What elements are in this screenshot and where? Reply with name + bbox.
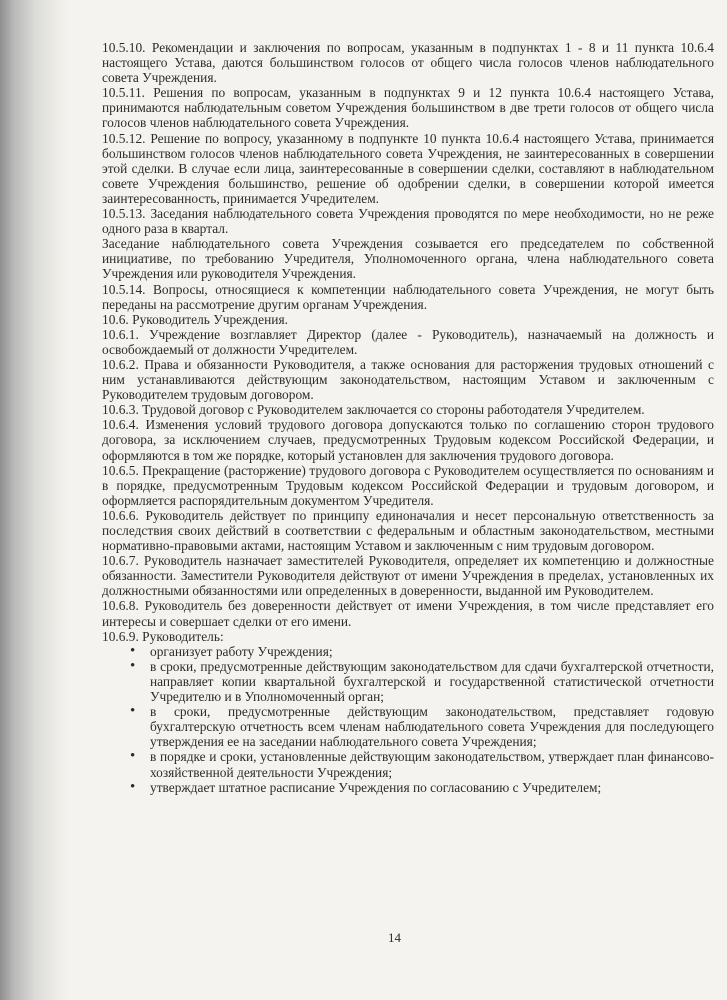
paragraph-10-5-10: 10.5.10. Рекомендации и заключения по вопросам, указанным в подпунктах 1 - 8 и 11 пункта 10.6.4 настоящего Устава, даются большинством голосов от общего числа голосов членов наблюдательного совета Учреждения. (102, 40, 714, 86)
list-item: • в сроки, предусмотренные действующим законодательством для сдачи бухгалтерской отчетности, направляет копии квартальной бухгалтерской и государственной статистической отчетности Учредителю и в Уполномоченный орган; (102, 659, 714, 704)
director-duties-list (102, 644, 714, 795)
page-number: 14 (388, 930, 401, 945)
paragraph-10-6-6: 10.6.6. Руководитель действует по принципу единоначалия и несет персональную ответственность за последствия своих действий в соответствии с федеральным и областным законодательством, местными нормативно-правовыми актами, настоящим Уставом и заключенным с ним трудовым договором. (102, 507, 714, 554)
paragraph-10-6-1: 10.6.1. Учреждение возглавляет Директор (далее - Руководитель), назначаемый на должность и освобождаемый от должности Учредителем. (102, 326, 714, 357)
list-item: • организует работу Учреждения; (102, 644, 714, 659)
paragraph-10-6-4: 10.6.4. Изменения условий трудового договора допускаются только по соглашению сторон трудового договора, за исключением случаев, предусмотренных Трудовым кодексом Российской Федерации, и оформляются в том же порядке, который установлен для заключения трудового договора. (102, 417, 714, 463)
paragraph-10-6-5: 10.6.5. Прекращение (расторжение) трудового договора с Руководителем осуществляется по основаниям и в порядке, предусмотренным Трудовым кодексом Российской Федерации и трудовым договором, и оформляется распорядительным документом Учредителя. (102, 462, 714, 508)
list-item: • в сроки, предусмотренные действующим законодательством, представляет годовую бухгалтерскую отчетность всем членам наблюдательного совета Учреждения для последующего утверждения ее на заседании наблюдательного совета Учреждения; (102, 704, 714, 749)
paragraph-10-5-12: 10.5.12. Решение по вопросу, указанному в подпункте 10 пункта 10.6.4 настоящего Устава, принимается большинством голосов членов наблюдательного совета Учреждения, не заинтересованных в совершении этой сделки. В случае если лица, заинтересованные в совершении сделки, составляют в наблюдательном совете Учреждения большинство, решение об одобрении сделки, в совершении которой имеется заинтересованность, принимается Учредителем. (102, 130, 714, 206)
section-heading-10-6: 10.6. Руководитель Учреждения. (102, 311, 288, 327)
paragraph-10-6-8: 10.6.8. Руководитель без доверенности действует от имени Учреждения, в том числе представляет его интересы и совершает сделки от его имени. (102, 598, 714, 629)
document-page (102, 40, 714, 795)
scan-edge-shadow (0, 0, 70, 1000)
paragraph-10-6-9: 10.6.9. Руководитель: (102, 628, 224, 644)
paragraph-10-5-13: 10.5.13. Заседания наблюдательного совета Учреждения проводятся по мере необходимости, но не реже одного раза в квартал. (102, 206, 714, 237)
paragraph-10-5-14: 10.5.14. Вопросы, относящиеся к компетенции наблюдательного совета Учреждения, не могут быть переданы на рассмотрение другим органам Учреждения. (102, 281, 714, 312)
list-item: • в порядке и сроки, установленные действующим законодательством, утверждает план финансово-хозяйственной деятельности Учреждения; (102, 749, 714, 779)
list-item: • утверждает штатное расписание Учреждения по согласованию с Учредителем; (102, 780, 714, 795)
paragraph-council-meeting: Заседание наблюдательного совета Учреждения созывается его председателем по собственной инициативе, по требованию Учредителя, Уполномоченного органа, члена наблюдательного совета Учреждения или руководителя Учреждения. (102, 236, 714, 282)
paragraph-10-6-3: 10.6.3. Трудовой договор с Руководителем заключается со стороны работодателя Учредителем. (102, 402, 645, 418)
paragraph-10-6-7: 10.6.7. Руководитель назначает заместителей Руководителя, определяет их компетенцию и должностные обязанности. Заместители Руководителя действуют от имени Учреждения в пределах, установленных их должностными обязанностями или определенных в доверенности, выданной им Руководителем. (102, 553, 714, 599)
paragraph-10-6-2: 10.6.2. Права и обязанности Руководителя, а также основания для расторжения трудовых отношений с ним устанавливаются действующим законодательством, настоящим Уставом и заключенным с Руководителем трудовым договором. (102, 356, 714, 403)
paragraph-10-5-11: 10.5.11. Решения по вопросам, указанным в подпунктах 9 и 12 пункта 10.6.4 настоящего Устава, принимаются наблюдательным советом Учреждения большинством в две трети голосов от общего числа голосов членов наблюдательного совета Учреждения. (102, 85, 714, 131)
